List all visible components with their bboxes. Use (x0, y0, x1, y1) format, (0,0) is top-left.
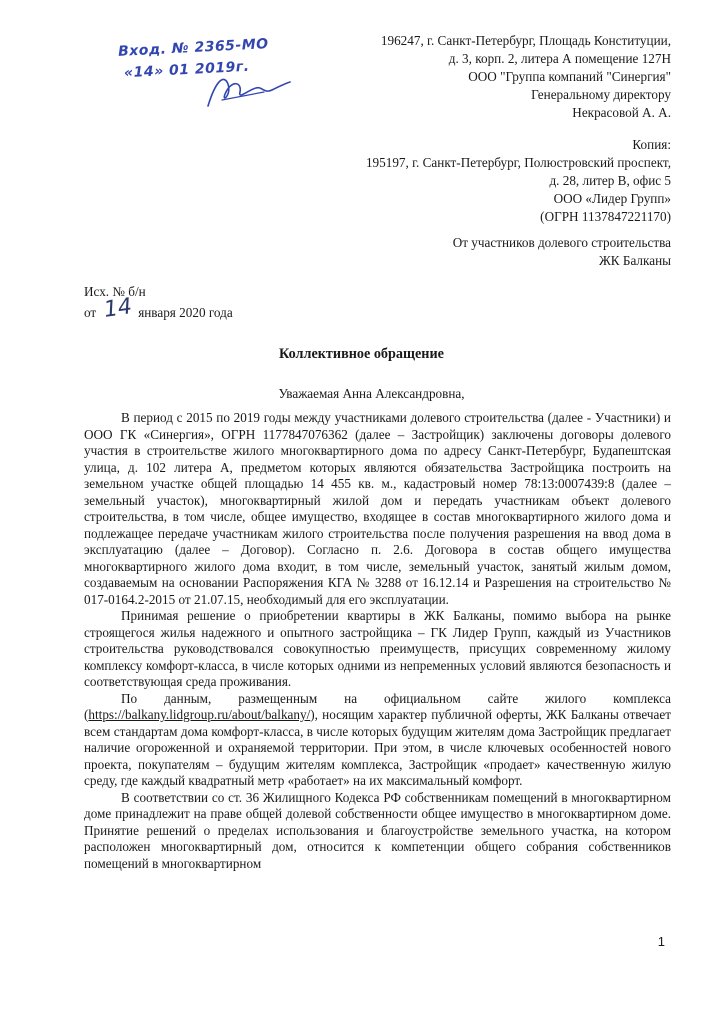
copy-line: ООО «Лидер Групп» (553, 191, 671, 206)
addressee-line: д. 3, корп. 2, литера А помещение 127Н (448, 51, 671, 66)
paragraph-text: ), носящим характер публичной оферты, ЖК Балканы отвечает всем стандартам дома комфорт-класса, в числе которых будущим жителям дома Застройщик предлагает наличие огороженной и охраняемой территории. При этом, в числе ключевых особенностей нового проекта, покупателям – будущим жителям комплекса, Застройщик «продает» качественную жилую среду, где каждый квадратный метр «работает» на их максимальный комфорт. (84, 707, 671, 788)
inbound-registration-stamp (117, 36, 288, 110)
salutation: Уважаемая Анна Александровна, (278, 386, 465, 401)
addressee-line: Генеральному директору (531, 87, 671, 102)
copy-recipient-block (366, 136, 671, 226)
body-paragraph: В соответствии со ст. 36 Жилищного Кодекса РФ собственникам помещений в многоквартирном доме принадлежит на праве общей долевой собственности общее имущество в многоквартирном доме. Принятие решений о пределах использования и благоустройстве земельного участка, на котором расположен многоквартирный дом, относится к компетенции общего собрания собственников помещений в многоквартирном (84, 789, 671, 871)
website-link[interactable]: https://balkany.lidgroup.ru/about/balkany/ (88, 707, 311, 722)
signature-scribble (202, 70, 292, 112)
body-paragraph (84, 691, 671, 790)
stamp-registration-number: Вход. № 2365-МО (117, 36, 269, 60)
copy-line: Копия: (632, 137, 671, 152)
addressee-line: ООО "Группа компаний "Синергия" (468, 69, 671, 84)
letter-body (84, 410, 671, 872)
page-number: 1 (657, 934, 665, 949)
date-prefix: от (84, 305, 97, 320)
addressee-block (381, 32, 671, 122)
sender-line: ЖК Балканы (598, 253, 671, 268)
sender-line: От участников долевого строительства (452, 235, 671, 250)
stamp-registration-date: «14» 01 2019г. (123, 58, 250, 82)
copy-line: д. 28, литер В, офис 5 (549, 173, 671, 188)
outgoing-date (84, 294, 233, 323)
paragraph-text: По данным, размещенным на официальном сайте жилого комплекса ( (84, 690, 671, 722)
outgoing-number: Исх. № б/н (84, 284, 146, 299)
outgoing-reference (84, 282, 233, 322)
date-month-year: января 2020 года (138, 305, 233, 320)
document-title: Коллективное обращение (279, 346, 444, 362)
body-paragraph: Принимая решение о приобретении квартиры в ЖК Балканы, помимо выбора на рынке строящегося жилья надежного и опытного застройщика – ГК Лидер Групп, каждый из Участников строительства руководствовался совокупностью преимуществ, присущих современному жилому комплексу комфорт-класса, в числе которых одними из непременных условий являются безопасность и соответствующая среда проживания. (84, 608, 671, 689)
body-paragraph: В период с 2015 по 2019 годы между участниками долевого строительства (далее - Участники) и ООО ГК «Синергия», ОГРН 1177847076362 (далее – Застройщик) заключены договоры долевого участия в строительстве жилого многоквартирного дома по адресу Санкт-Петербург, Будапештская улица, д. 102 литера А, предметом которых являются обязательства Застройщика построить на земельном участке общей площадью 14 455 кв. м., кадастровый номер 78:13:0007439:8 (далее – земельный участок), многоквартирный жилой дом и передать участникам объект долевого строительства, в том числе, общее имущество, входящее в состав многоквартирного жилого дома и подлежащее передаче участникам жилого строительства после получения разрешения на ввод дома в эксплуатацию (далее – Договор). Согласно п. 2.6. Договора в состав общего имущества многоквартирного жилого дома входит, в том числе, земельный участок, занятый жилым домом, создаваемым на основании Распоряжения КГА № 3288 от 16.12.14 и Разрешения на строительство № 017-0164.2-2015 от 21.07.15, необходимый для его эксплуатации. (84, 410, 671, 607)
copy-line: 195197, г. Санкт-Петербург, Полюстровский проспект, (365, 155, 671, 170)
copy-line: (ОГРН 1137847221170) (540, 209, 671, 224)
addressee-line: 196247, г. Санкт-Петербург, Площадь Конституции, (380, 33, 671, 48)
addressee-line: Некрасовой А. А. (572, 105, 671, 120)
sender-block (453, 234, 671, 270)
handwritten-day: 14 (102, 294, 134, 323)
